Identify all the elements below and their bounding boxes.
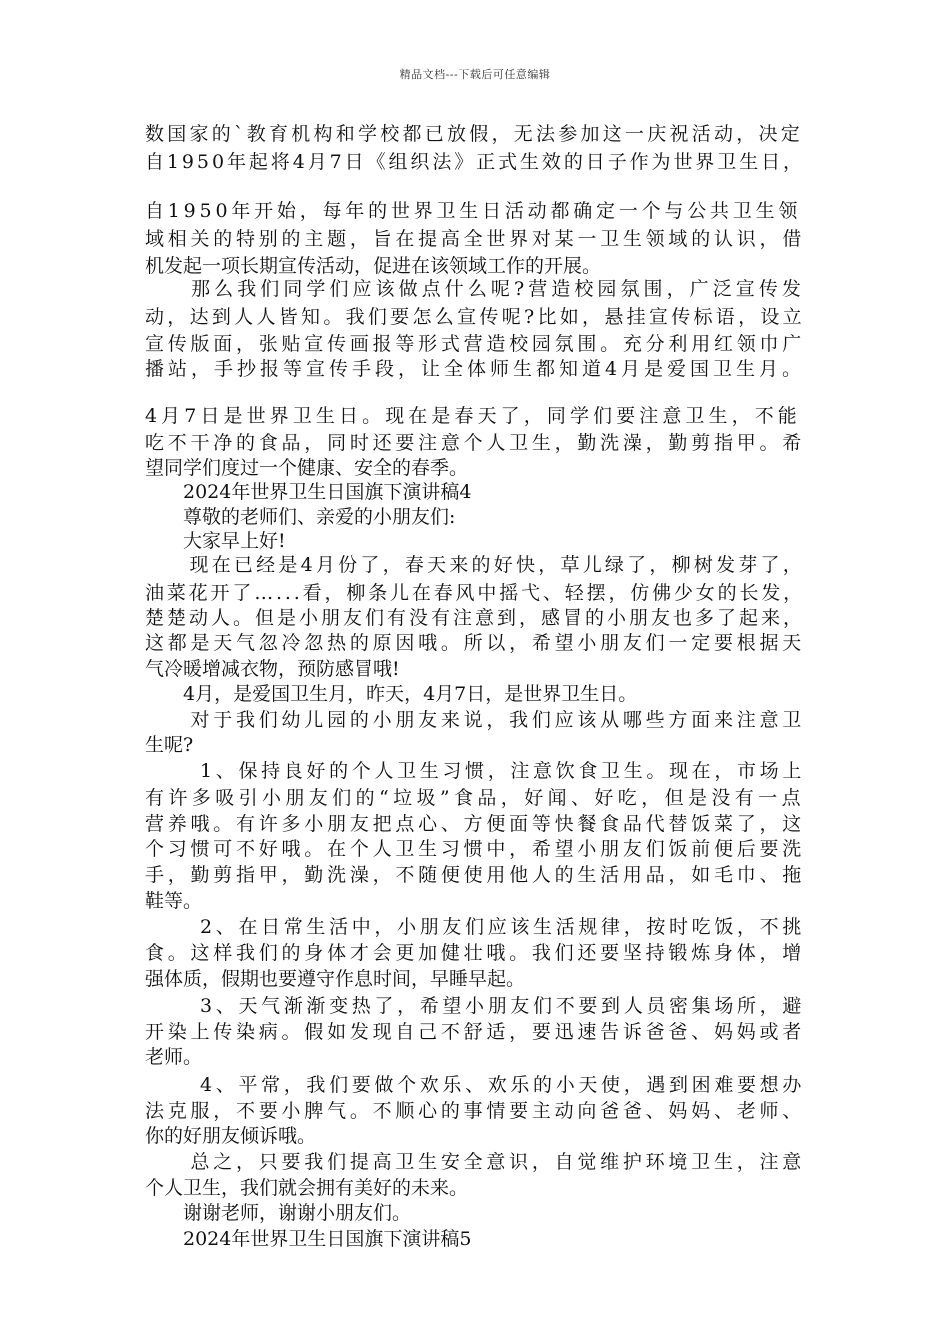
text-line: 动，达到人人皆知。我们要怎么宣传呢?比如，悬挂宣传标语，设立 [145, 306, 805, 328]
text-line: 油菜花开了…...看，柳条儿在春风中摇弋、轻摆，仿佛少女的长发， [145, 582, 806, 604]
text-line: 开染上传染病。假如发现自己不舒适，要迅速告诉爸爸、妈妈或者 [145, 1021, 805, 1043]
text-line: 吃不干净的食品，同时还要注意个人卫生，勤洗澡，勤剪指甲。希 [145, 432, 805, 454]
text-line: 1、保持良好的个人卫生习惯，注意饮食卫生。现在，市场上 [145, 760, 805, 782]
text-line: 个人卫生，我们就会拥有美好的未来。 [145, 1177, 469, 1199]
text-line: 宣传版面，张贴宣传画报等形式营造校园氛围。充分利用红领巾广 [145, 333, 805, 355]
text-line: 大家早上好! [145, 530, 286, 552]
text-line: 谢谢老师，谢谢小朋友们。 [145, 1202, 412, 1224]
text-line: 那么我们同学们应该做点什么呢?营造校园氛围，广泛宣传发 [145, 278, 805, 300]
text-line: 老师。 [145, 1046, 203, 1068]
text-line: 法克服，不要小脾气。不顺心的事情要主动向爸爸、妈妈、老师、 [145, 1100, 805, 1122]
text-line: 机发起一项长期宣传活动，促进在该领域工作的开展。 [145, 255, 602, 277]
text-line: 强体质，假期也要遵守作息时间，早睡早起。 [145, 968, 526, 990]
text-line: 现在已经是4月份了，春天来的好快，草儿绿了，柳树发芽了， [145, 554, 805, 576]
text-line: 2024年世界卫生日国旗下演讲稿4 [145, 481, 472, 503]
text-line: 4、平常，我们要做个欢乐、欢乐的小天使，遇到困难要想办 [145, 1074, 805, 1096]
text-line: 个习惯可不好哦。在个人卫生习惯中，希望小朋友们饭前便后要洗 [145, 838, 805, 860]
text-line: 4月7日是世界卫生日。现在是春天了，同学们要注意卫生，不能 [145, 405, 801, 427]
text-line: 望同学们度过一个健康、安全的春季。 [145, 457, 469, 479]
text-line: 手，勤剪指甲，勤洗澡，不随便使用他人的生活用品，如毛巾、拖 [145, 864, 805, 886]
text-line: 营养哦。有许多小朋友把点心、方便面等快餐食品代替饭菜了，这 [145, 813, 805, 835]
text-line: 尊敬的老师们、亲爱的小朋友们: [145, 506, 456, 528]
text-line: 生呢? [145, 734, 194, 756]
text-line: 域相关的特别的主题，旨在提高全世界对某一卫生领域的认识，借 [145, 228, 805, 250]
text-line: 播站，手抄报等宣传手段，让全体师生都知道4月是爱国卫生月。 [145, 358, 806, 380]
text-line: 楚楚动人。但是小朋友们有没有注意到，感冒的小朋友也多了起来， [145, 607, 805, 629]
text-line: 你的好朋友倾诉哦。 [145, 1125, 317, 1147]
text-line: 自1950年开始，每年的世界卫生日活动都确定一个与公共卫生领 [145, 200, 802, 222]
text-line: 3、天气渐渐变热了，希望小朋友们不要到人员密集场所，避 [145, 995, 805, 1017]
text-line: 对于我们幼儿园的小朋友来说，我们应该从哪些方面来注意卫 [145, 709, 805, 731]
text-line: 4月，是爱国卫生月，昨天，4月7日，是世界卫生日。 [145, 683, 638, 705]
text-line: 总之，只要我们提高卫生安全意识，自觉维护环境卫生，注意 [145, 1151, 805, 1173]
page-header: 精品文档---下载后可任意编辑 [399, 68, 551, 81]
text-line: 数国家的`教育机构和学校都已放假，无法参加这一庆祝活动，决定 [145, 123, 803, 145]
text-line: 鞋等。 [145, 890, 203, 912]
text-line: 2024年世界卫生日国旗下演讲稿5 [145, 1228, 472, 1250]
text-line: 自1950年起将4月7日《组织法》正式生效的日子作为世界卫生日， [145, 151, 805, 173]
text-line: 食。这样我们的身体才会更加健壮哦。我们还要坚持锻炼身体，增 [145, 942, 805, 964]
text-line: 有许多吸引小朋友们的“垃圾”食品，好闻、好吃，但是没有一点 [145, 787, 805, 809]
text-line: 气冷暖增减衣物，预防感冒哦! [145, 658, 400, 680]
text-line: 这都是天气忽冷忽热的原因哦。所以，希望小朋友们一定要根据天 [145, 632, 805, 654]
text-line: 2、在日常生活中，小朋友们应该生活规律，按时吃饭，不挑 [145, 916, 805, 938]
